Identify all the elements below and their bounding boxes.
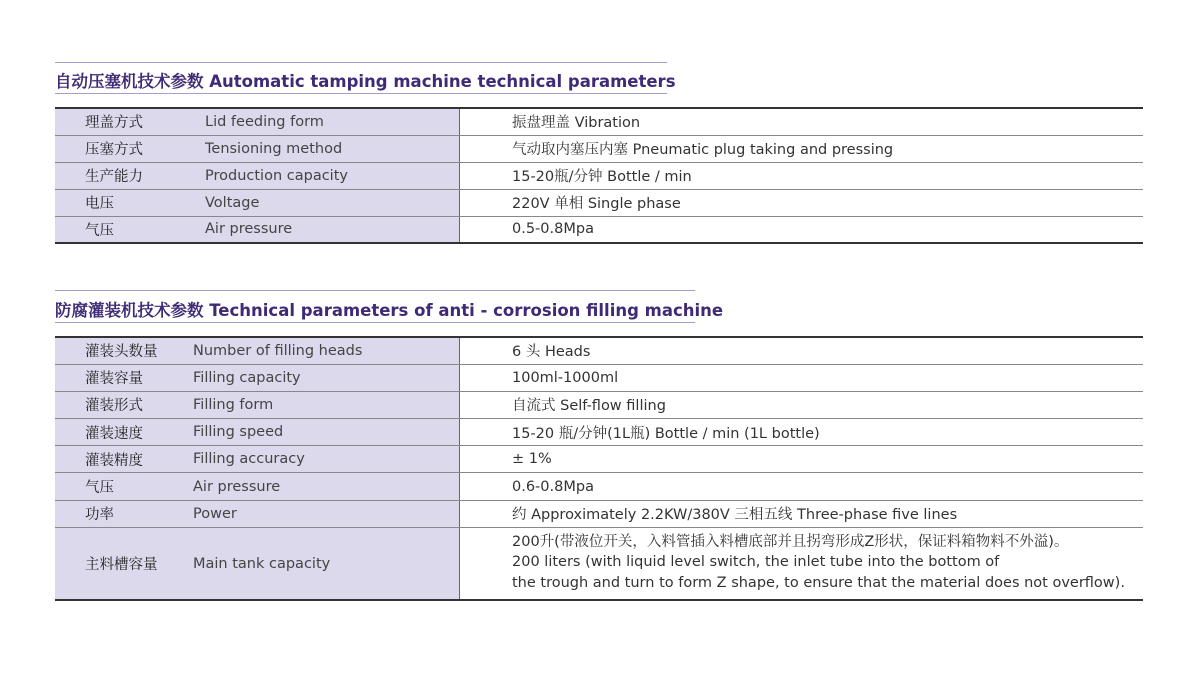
param-name-en: Filling accuracy [193, 451, 305, 468]
section-title: 自动压塞机技术参数 Automatic tamping machine technical parameters [55, 72, 676, 91]
param-value: 100ml-1000ml [512, 369, 619, 386]
param-name-en: Number of filling heads [193, 342, 363, 359]
param-name-cell [55, 419, 460, 446]
param-name-cell [55, 446, 460, 473]
table-row [55, 391, 1143, 418]
table-row [55, 189, 1143, 216]
param-value-cell [460, 527, 1144, 600]
param-value-cell [460, 364, 1144, 391]
table-row [55, 527, 1143, 600]
table-row [55, 337, 1143, 364]
title-top-rule [55, 62, 667, 63]
table-row [55, 162, 1143, 189]
param-name-cell [55, 391, 460, 418]
param-value-cell [460, 337, 1144, 364]
title-top-rule [55, 290, 695, 291]
param-name-en: Filling form [193, 396, 274, 413]
param-name-cn: 理盖方式 [85, 115, 143, 132]
param-name-cell [55, 135, 460, 162]
param-value: ± 1% [512, 451, 552, 468]
tank-desc-line: the trough and turn to form Z shape, to ensure that the material does not overflow). [512, 574, 1125, 591]
param-name-cell [55, 473, 460, 500]
param-name-cn: 灌装容量 [85, 371, 143, 388]
param-name-en: Filling speed [193, 424, 284, 441]
param-name-cn: 功率 [85, 507, 114, 524]
param-name-cell [55, 337, 460, 364]
title-bottom-rule [55, 322, 695, 323]
param-name-cn: 压塞方式 [85, 142, 143, 158]
param-name-en: Tensioning method [205, 140, 343, 157]
param-name-cell [55, 189, 460, 216]
section-title: 防腐灌装机技术参数 Technical parameters of anti - corrosion filling machine [55, 301, 724, 320]
param-value: 约 Approximately 2.2KW/380V 三相五线 Three-phase five lines [512, 507, 958, 524]
param-value-cell [460, 135, 1144, 162]
param-value-cell [460, 216, 1144, 243]
table-row [55, 364, 1143, 391]
table-row [55, 500, 1143, 527]
param-name-cell [55, 364, 460, 391]
title-bottom-rule [55, 93, 667, 94]
param-name-en: Air pressure [205, 221, 293, 238]
param-value-cell [460, 419, 1144, 446]
param-name-cell [55, 108, 460, 135]
param-name-cn: 气压 [85, 480, 114, 497]
table-row [55, 446, 1143, 473]
param-value-cell [460, 189, 1144, 216]
param-value-cell [460, 446, 1144, 473]
param-name-en: Filling capacity [193, 369, 301, 386]
param-name-cn: 气压 [85, 222, 114, 239]
param-name-cn: 主料槽容量 [85, 557, 158, 574]
param-value: 振盘理盖 Vibration [512, 115, 641, 132]
table-row [55, 216, 1143, 243]
param-name-cell [55, 500, 460, 527]
param-value: 0.5-0.8Mpa [512, 221, 594, 238]
param-value-cell [460, 473, 1144, 500]
param-value-cell [460, 391, 1144, 418]
table-row [55, 108, 1143, 135]
param-value: 自流式 Self-flow filling [512, 398, 666, 415]
table-row [55, 135, 1143, 162]
param-name-cn: 灌装形式 [85, 398, 143, 415]
param-name-cell [55, 527, 460, 600]
tank-desc-line: 200升(带液位开关，入料管插入料槽底部并且拐弯形成Z形状，保证料箱物料不外溢)。 [512, 533, 1069, 550]
param-name-cn: 电压 [85, 196, 114, 212]
param-name-cn: 灌装速度 [85, 425, 143, 442]
spec-table [55, 107, 1143, 244]
param-value: 0.6-0.8Mpa [512, 478, 594, 495]
param-name-en: Air pressure [193, 478, 281, 495]
tank-description [460, 528, 1143, 600]
param-value-cell [460, 162, 1144, 189]
param-name-cn: 生产能力 [85, 169, 143, 185]
param-name-cn: 灌装头数量 [85, 344, 158, 361]
param-name-en: Production capacity [205, 167, 348, 184]
table-row [55, 419, 1143, 446]
param-value: 气动取内塞压内塞 Pneumatic plug taking and pressing [512, 142, 894, 158]
param-value: 6 头 Heads [512, 344, 591, 361]
param-name-en: Power [193, 505, 237, 522]
spec-table [55, 336, 1143, 601]
param-name-en: Main tank capacity [193, 555, 331, 572]
param-name-cell [55, 216, 460, 243]
param-value: 15-20 瓶/分钟(1L瓶) Bottle / min (1L bottle) [512, 425, 820, 442]
param-name-cell [55, 162, 460, 189]
param-name-en: Voltage [205, 194, 260, 211]
param-value-cell [460, 500, 1144, 527]
table-row [55, 473, 1143, 500]
param-value-cell [460, 108, 1144, 135]
tank-desc-line: 200 liters (with liquid level switch, the inlet tube into the bottom of [512, 554, 1000, 571]
param-value: 220V 单相 Single phase [512, 196, 681, 212]
param-value: 15-20瓶/分钟 Bottle / min [512, 169, 692, 185]
param-name-cn: 灌装精度 [85, 452, 143, 469]
param-name-en: Lid feeding form [205, 113, 324, 130]
